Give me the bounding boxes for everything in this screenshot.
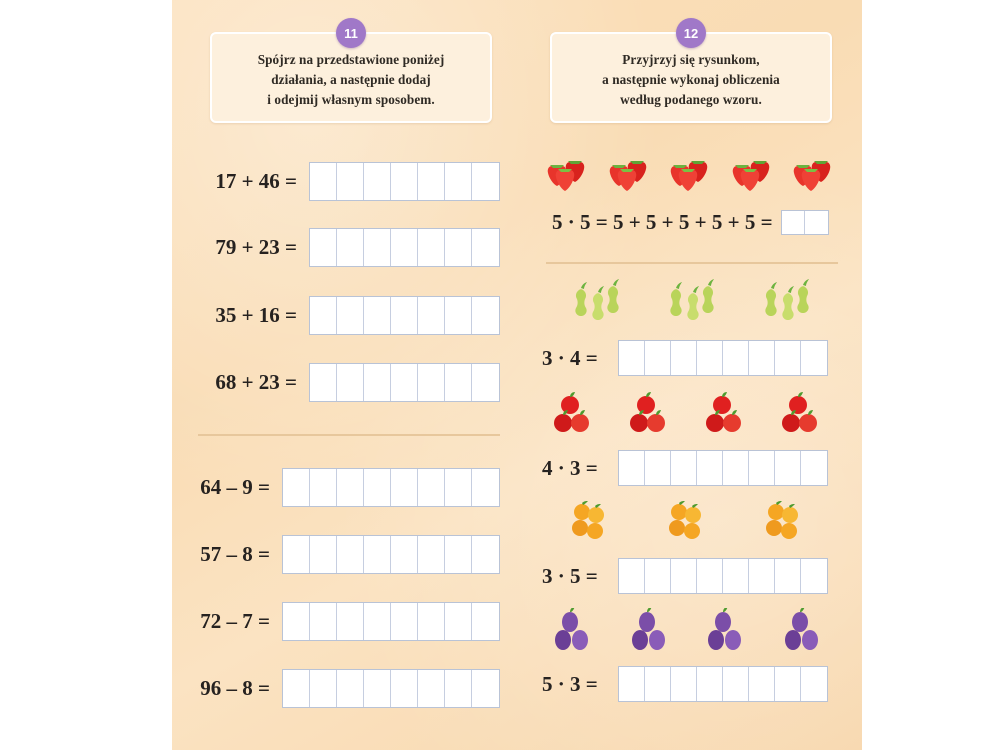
fruit-group: [706, 392, 760, 436]
subtraction-label-2: 57 – 8 =: [200, 542, 270, 566]
multiplication-label-5: 5 · 3 =: [542, 671, 598, 696]
answer-grid-subtraction-4[interactable]: [282, 669, 500, 708]
grid-cell[interactable]: [445, 670, 472, 707]
grid-cell[interactable]: [645, 341, 671, 375]
grid-cell[interactable]: [749, 341, 775, 375]
orange-icon: [665, 500, 721, 546]
grid-cell[interactable]: [801, 341, 827, 375]
instruction-line-1: Przyjrzyj się rysunkom,: [622, 52, 760, 67]
fruit-group: [631, 608, 683, 654]
grid-cell[interactable]: [418, 469, 445, 506]
grid-cell[interactable]: [671, 559, 697, 593]
apple-icon: [782, 392, 836, 436]
grid-cell[interactable]: [801, 451, 827, 485]
fruit-row-plums: [554, 608, 836, 654]
grid-cell[interactable]: [283, 469, 310, 506]
addition-row-1: [200, 162, 500, 201]
grid-cell[interactable]: [364, 670, 391, 707]
exercise-number-badge-12: 12: [676, 18, 706, 48]
grid-cell[interactable]: [723, 451, 749, 485]
grid-cell[interactable]: [310, 229, 337, 266]
grid-cell[interactable]: [364, 536, 391, 573]
grid-cell[interactable]: [619, 451, 645, 485]
grid-cell[interactable]: [801, 667, 827, 701]
fruit-group: [630, 392, 684, 436]
grid-cell[interactable]: [391, 670, 418, 707]
grid-cell[interactable]: [472, 229, 499, 266]
grid-cell[interactable]: [364, 469, 391, 506]
subtraction-row-2: [200, 535, 500, 574]
grid-cell[interactable]: [472, 469, 499, 506]
addition-label-4: 68 + 23 =: [215, 370, 297, 394]
apple-icon: [630, 392, 684, 436]
multiplication-row-1: [552, 210, 829, 235]
grid-cell[interactable]: [337, 469, 364, 506]
grid-cell[interactable]: [283, 670, 310, 707]
grid-cell[interactable]: [775, 341, 801, 375]
grid-cell[interactable]: [445, 229, 472, 266]
grid-cell[interactable]: [337, 163, 364, 200]
grid-cell[interactable]: [619, 559, 645, 593]
addition-row-4: [200, 363, 500, 402]
grid-cell[interactable]: [418, 229, 445, 266]
orange-icon: [762, 500, 818, 546]
grid-cell[interactable]: [723, 341, 749, 375]
answer-grid-addition-3[interactable]: [309, 296, 500, 335]
grid-cell[interactable]: [749, 559, 775, 593]
subtraction-row-3: [200, 602, 500, 641]
instruction-line-3: i odejmij własnym sposobem.: [267, 91, 435, 107]
fruit-group: [731, 152, 777, 192]
subtraction-label-3: 72 – 7 =: [200, 609, 270, 633]
instruction-line-2: działania, a następnie dodaj: [271, 71, 431, 87]
answer-grid-2[interactable]: [618, 340, 828, 376]
grid-cell[interactable]: [671, 667, 697, 701]
grid-cell[interactable]: [801, 559, 827, 593]
fruit-group: [568, 500, 624, 546]
multiplication-row-5: [542, 666, 828, 702]
plum-icon: [784, 608, 836, 654]
multiplication-label-1: 5 · 5 = 5 + 5 + 5 + 5 + 5 =: [552, 210, 773, 234]
fruit-row-pears: [568, 278, 814, 322]
grid-cell[interactable]: [697, 341, 723, 375]
grid-cell[interactable]: [418, 536, 445, 573]
apple-icon: [554, 392, 608, 436]
grid-cell[interactable]: [619, 341, 645, 375]
grid-cell[interactable]: [310, 536, 337, 573]
grid-cell[interactable]: [337, 603, 364, 640]
fruit-row-strawberries: [546, 152, 838, 192]
instruction-line-2: a następnie wykonaj obliczenia: [602, 71, 780, 87]
multiplication-row-4: [542, 558, 828, 594]
plum-icon: [707, 608, 759, 654]
grid-cell[interactable]: [645, 559, 671, 593]
worksheet-sheet: [172, 0, 862, 750]
grid-cell[interactable]: [364, 603, 391, 640]
right-column: [522, 0, 862, 750]
addition-label-3: 35 + 16 =: [215, 303, 297, 327]
fruit-group: [707, 608, 759, 654]
instruction-card-12: [550, 25, 832, 123]
grid-cell[interactable]: [283, 536, 310, 573]
subtraction-row-4: [200, 669, 500, 708]
answer-grid-subtraction-1[interactable]: [282, 468, 500, 507]
grid-cell[interactable]: [418, 297, 445, 334]
instruction-card-11: [210, 25, 492, 123]
grid-cell[interactable]: [310, 603, 337, 640]
answer-grid-5[interactable]: [618, 666, 828, 702]
fruit-group: [784, 608, 836, 654]
grid-cell[interactable]: [364, 229, 391, 266]
strawberry-icon: [731, 152, 777, 192]
grid-cell[interactable]: [310, 670, 337, 707]
addition-row-3: [200, 296, 500, 335]
grid-cell[interactable]: [645, 667, 671, 701]
strawberry-icon: [546, 152, 592, 192]
grid-cell[interactable]: [472, 297, 499, 334]
strawberry-icon: [792, 152, 838, 192]
grid-cell[interactable]: [391, 364, 418, 401]
answer-grid-addition-2[interactable]: [309, 228, 500, 267]
grid-cell[interactable]: [445, 536, 472, 573]
fruit-row-oranges: [568, 500, 818, 546]
section-divider-left: [198, 434, 500, 436]
grid-cell[interactable]: [310, 163, 337, 200]
multiplication-label-3: 4 · 3 =: [542, 455, 598, 480]
grid-cell[interactable]: [283, 603, 310, 640]
multiplication-row-2: [542, 340, 828, 376]
grid-cell[interactable]: [749, 667, 775, 701]
grid-cell[interactable]: [697, 451, 723, 485]
grid-cell[interactable]: [364, 297, 391, 334]
grid-cell[interactable]: [364, 163, 391, 200]
grid-cell[interactable]: [749, 451, 775, 485]
grid-cell[interactable]: [472, 670, 499, 707]
grid-cell[interactable]: [364, 364, 391, 401]
grid-cell[interactable]: [445, 603, 472, 640]
grid-cell[interactable]: [472, 603, 499, 640]
left-column: [172, 0, 522, 750]
fruit-group: [782, 392, 836, 436]
subtraction-label-1: 64 – 9 =: [200, 475, 270, 499]
grid-cell[interactable]: [619, 667, 645, 701]
multiplication-label-4: 3 · 5 =: [542, 563, 598, 588]
grid-cell[interactable]: [775, 559, 801, 593]
grid-cell[interactable]: [472, 364, 499, 401]
grid-cell[interactable]: [391, 603, 418, 640]
fruit-group: [665, 500, 721, 546]
plum-icon: [554, 608, 606, 654]
grid-cell[interactable]: [391, 536, 418, 573]
strawberry-icon: [669, 152, 715, 192]
answer-grid-addition-1[interactable]: [309, 162, 500, 201]
multiplication-label-2: 3 · 4 =: [542, 345, 598, 370]
fruit-group: [758, 278, 814, 322]
apple-icon: [706, 392, 760, 436]
answer-box-row: [782, 211, 828, 234]
pear-icon: [758, 278, 814, 322]
grid-cell[interactable]: [310, 364, 337, 401]
grid-cell[interactable]: [645, 451, 671, 485]
grid-cell[interactable]: [337, 364, 364, 401]
section-divider-right: [546, 262, 838, 264]
instruction-line-1: Spójrz na przedstawione poniżej: [257, 52, 445, 67]
grid-cell[interactable]: [418, 163, 445, 200]
grid-cell[interactable]: [472, 536, 499, 573]
grid-cell[interactable]: [418, 364, 445, 401]
answer-grid-subtraction-3[interactable]: [282, 602, 500, 641]
pear-icon: [568, 278, 624, 322]
grid-cell[interactable]: [391, 469, 418, 506]
grid-cell[interactable]: [391, 229, 418, 266]
fruit-row-apples: [554, 392, 836, 436]
grid-cell[interactable]: [337, 670, 364, 707]
addition-label-1: 17 + 46 =: [215, 169, 297, 193]
grid-cell[interactable]: [445, 297, 472, 334]
addition-row-2: [200, 228, 500, 267]
answer-grid-3[interactable]: [618, 450, 828, 486]
subtraction-label-4: 96 – 8 =: [200, 676, 270, 700]
pear-icon: [663, 278, 719, 322]
orange-icon: [568, 500, 624, 546]
grid-cell[interactable]: [697, 667, 723, 701]
grid-cell[interactable]: [418, 603, 445, 640]
grid-cell[interactable]: [775, 667, 801, 701]
instruction-line-3: według podanego wzoru.: [620, 91, 762, 107]
fruit-group: [792, 152, 838, 192]
strawberry-icon: [608, 152, 654, 192]
fruit-group: [608, 152, 654, 192]
grid-cell[interactable]: [671, 341, 697, 375]
exercise-number-badge-11: 11: [336, 18, 366, 48]
grid-cell[interactable]: [445, 364, 472, 401]
grid-cell[interactable]: [391, 163, 418, 200]
grid-cell[interactable]: [472, 163, 499, 200]
plum-icon: [631, 608, 683, 654]
grid-cell[interactable]: [337, 297, 364, 334]
fruit-group: [669, 152, 715, 192]
fruit-group: [762, 500, 818, 546]
fruit-group: [663, 278, 719, 322]
answer-grid-4[interactable]: [618, 558, 828, 594]
grid-cell[interactable]: [782, 211, 805, 234]
grid-cell[interactable]: [445, 163, 472, 200]
grid-cell[interactable]: [337, 229, 364, 266]
answer-grid-subtraction-2[interactable]: [282, 535, 500, 574]
fruit-group: [554, 608, 606, 654]
answer-grid-addition-4[interactable]: [309, 363, 500, 402]
grid-cell[interactable]: [391, 297, 418, 334]
fruit-group: [554, 392, 608, 436]
grid-cell[interactable]: [723, 559, 749, 593]
subtraction-row-1: [200, 468, 500, 507]
grid-cell[interactable]: [805, 211, 828, 234]
grid-cell[interactable]: [310, 469, 337, 506]
answer-box-1[interactable]: [781, 210, 829, 235]
grid-cell[interactable]: [723, 667, 749, 701]
grid-cell[interactable]: [337, 536, 364, 573]
grid-cell[interactable]: [671, 451, 697, 485]
grid-cell[interactable]: [418, 670, 445, 707]
fruit-group: [568, 278, 624, 322]
grid-cell[interactable]: [775, 451, 801, 485]
grid-cell[interactable]: [697, 559, 723, 593]
fruit-group: [546, 152, 592, 192]
grid-cell[interactable]: [445, 469, 472, 506]
addition-label-2: 79 + 23 =: [215, 235, 297, 259]
multiplication-row-3: [542, 450, 828, 486]
grid-cell[interactable]: [310, 297, 337, 334]
